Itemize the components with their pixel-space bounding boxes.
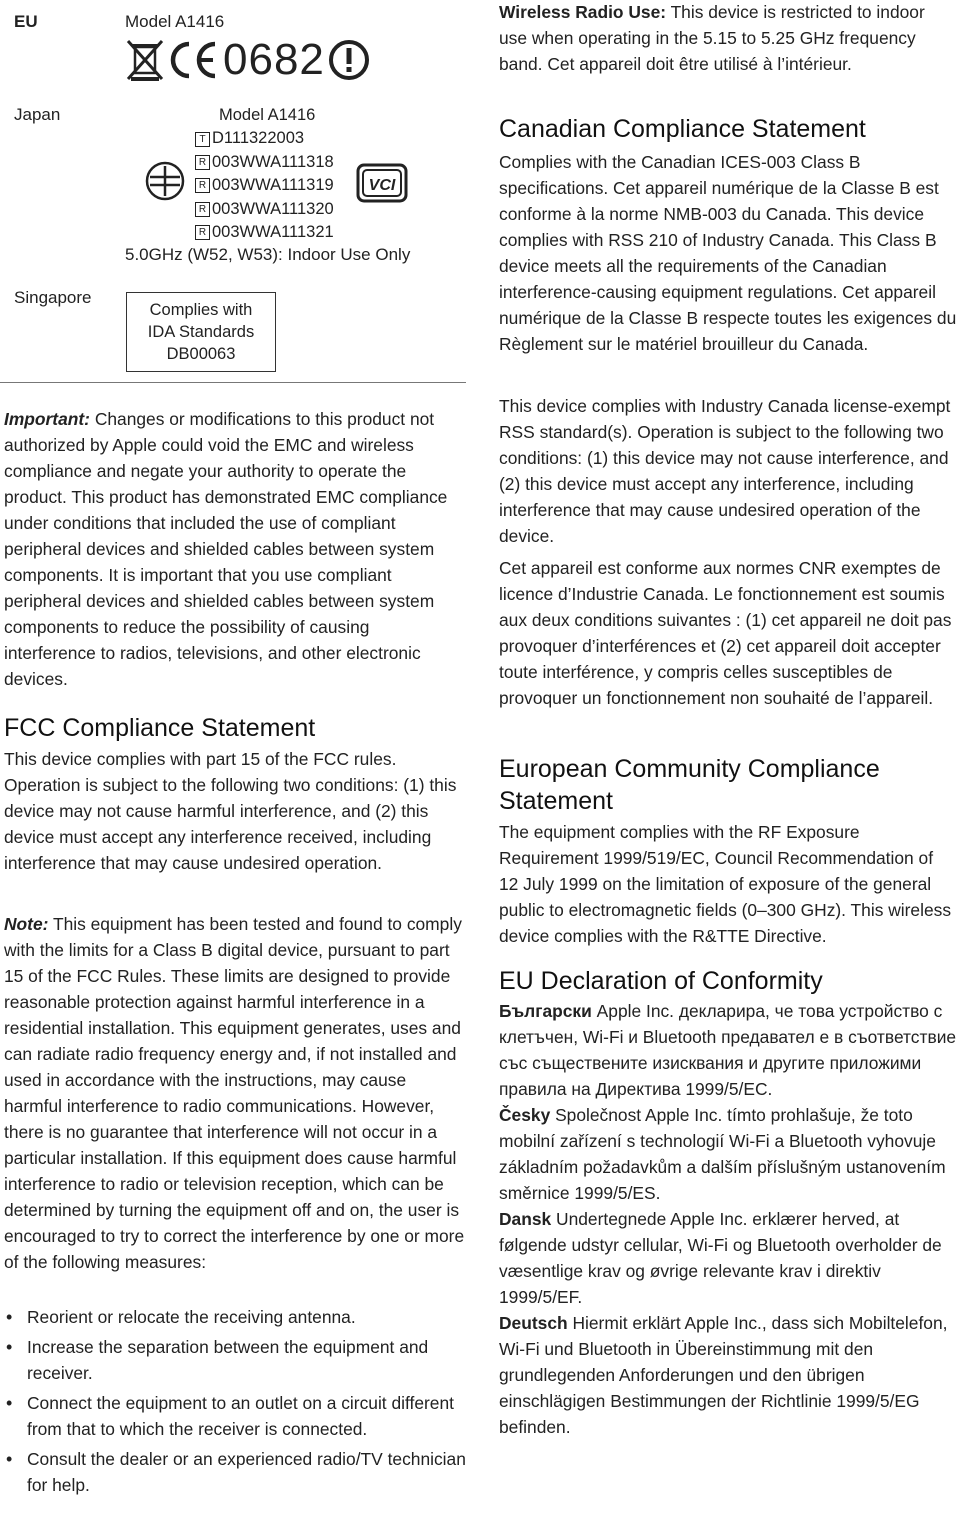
eu-model: Model A1416 [125,12,225,31]
japan-ghz-note: 5.0GHz (W52, W53): Indoor Use Only [125,245,411,264]
telec-r-icon: R [195,202,210,217]
fcc-heading: FCC Compliance Statement [4,714,316,742]
important-paragraph: Important: Changes or modifications to this product not authorized by Apple could void the EMC and wireless compliance and negate your authority to operate the product. This product has demonstrated EMC compliance under conditions that included the use of compliant peripheral devices and shielded cables between system components. It is important that you use compliant peripheral devices and shielded cables between system components to reduce the possibility of causing interference to radios, televisions, and other electronic devices. [4,409,448,689]
japan-cert-line: R 003WWA111318 [195,151,334,174]
canadian-paragraph-1: Complies with the Canadian ICES-003 Class B specifications. Cet appareil numérique de la Classe B est conforme à la norme NMB-003 du Canada. This device complies with RSS 210 of Industry Canada. This Class B device meets all the requirements of the Canadian interference-causing equipment regulations. Cet appareil numérique de la Classe B respecte toutes les exigences du Règlement sur le matériel brouilleur du Canada. [499,152,957,354]
note-label: Note: [4,914,49,934]
svg-text:VCI: VCI [368,177,396,194]
weee-bin-icon [125,37,165,83]
list-item: • Connect the equipment to an outlet on a circuit different from that to which the receiver is connected. [4,1390,466,1442]
note-paragraph: Note: This equipment has been tested and found to comply with the limits for a Class B digital device, pursuant to part 15 of the FCC Rules. These limits are designed to provide reasonable protection against harmful interference in a residential installation. This equipment generates, uses and can radiate radio frequency energy and, if not installed and used in accordance with the instructions, may cause harmful interference to radio communications. However, there is no guarantee that interference will not occur in a particular installation. If this equipment does cause harmful interference to radio or television reception, which can be determined by turning the equipment off and on, the user is encouraged to try to correct the interference by one or more of the following measures: [4,914,465,1272]
doc-entry: Dansk Undertegnede Apple Inc. erklærer herved, at følgende udstyr cellular, Wi-Fi og Bluetooth overholder de væsentlige krav og øvrige relevante krav i direktiv 1999/5/EF. [499,1209,942,1307]
wireless-paragraph: Wireless Radio Use: This device is restricted to indoor use when operating in the 5.15 to 5.25 GHz frequency band. Cet appareil doit être utilisé à l’intérieur. [499,2,925,74]
japan-cert-line: R 003WWA111321 [195,221,334,244]
japan-cert-line: T D111322003 [195,127,334,150]
doc-lang: Deutsch [499,1313,568,1333]
japan-cert-line: R 003WWA111319 [195,174,334,197]
ce-mark-icon [165,38,221,82]
doc-lang: Česky [499,1105,551,1125]
eu-community-heading: European Community Compliance Statement [499,755,880,815]
eu-marks [125,36,371,84]
region-label-eu: EU [14,12,38,31]
doc-entry: Deutsch Hiermit erklärt Apple Inc., dass sich Mobiltelefon, Wi-Fi und Bluetooth in Übereinstimmung mit den grundlegenden Anforderungen und den übrigen einschlägigen Bestimmungen der Richtlinie 1999/5/EG befinden. [499,1313,948,1437]
list-item: • Increase the separation between the equipment and receiver. [4,1334,466,1386]
divider [0,382,466,383]
important-label: Important: [4,409,90,429]
list-item: • Consult the dealer or an experienced radio/TV technician for help. [4,1446,466,1498]
doc-lang: Български [499,1001,592,1021]
eu-doc-list [499,998,957,1440]
canadian-paragraph-3: Cet appareil est conforme aux normes CNR exemptes de licence d’Industrie Canada. Le fonctionnement est soumis aux deux conditions suivantes : (1) cet appareil ne doit pas provoquer d’interférences et (2) cet appareil doit accepter toute interférence, y compris celles susceptibles de provoquer un fonctionnement non souhaité de l’appareil. [499,558,952,708]
notified-body-number: 0682 [223,35,325,84]
telec-r-icon: R [195,178,210,193]
japan-model: Model A1416 [219,106,316,124]
region-label-japan: Japan [14,105,61,124]
canadian-heading: Canadian Compliance Statement [499,115,866,143]
japan-cert-line: R 003WWA111320 [195,198,334,221]
list-item: • Reorient or relocate the receiving antenna. [4,1304,466,1330]
eu-doc-heading: EU Declaration of Conformity [499,967,823,995]
telec-t-icon: T [195,132,210,147]
region-label-singapore: Singapore [14,288,92,307]
japan-cert-list [195,104,334,244]
telec-r-icon: R [195,155,210,170]
vcci-mark-icon [356,163,408,203]
telec-r-icon: R [195,225,210,240]
canadian-paragraph-2: This device complies with Industry Canada license-exempt RSS standard(s). Operation is subject to the following two conditions: (1) this device may not cause interference, and (2) this device must accept any interference, including interference that may cause undesired operation of the device. [499,396,951,546]
eu-community-paragraph: The equipment complies with the RF Exposure Requirement 1999/519/EC, Council Recommendation of 12 July 1999 on the limitation of exposure of the general public to electromagnetic fields (0–300 GHz). This wireless device complies with the R&TTE Directive. [499,822,952,946]
doc-lang: Dansk [499,1209,552,1229]
doc-entry: Български Apple Inc. декларира, че това устройство с клетъчен, Wi-Fi и Bluetooth предавател е в съответствие със съществените изисквания и другите приложими правила на Директива 1999/5/ЕС. [499,1001,957,1099]
singapore-ida-box: Complies with IDA Standards DB00063 [126,292,276,372]
alert-icon [327,38,371,82]
fcc-paragraph: This device complies with part 15 of the FCC rules. Operation is subject to the following two conditions: (1) this device may not cause harmful interference, and (2) this device must accept any interference received, including interference that may cause undesired operation. [4,749,457,873]
doc-entry: Česky Společnost Apple Inc. tímto prohlašuje, že toto mobilní zařízení s technologií Wi-Fi a Bluetooth vyhovuje základním požadavkům a dalším příslušným ustanovením směrnice 1999/5/ES. [499,1105,946,1203]
japan-telec-mark-icon [144,160,186,202]
wireless-label: Wireless Radio Use: [499,2,667,22]
measures-list [4,1304,466,1502]
